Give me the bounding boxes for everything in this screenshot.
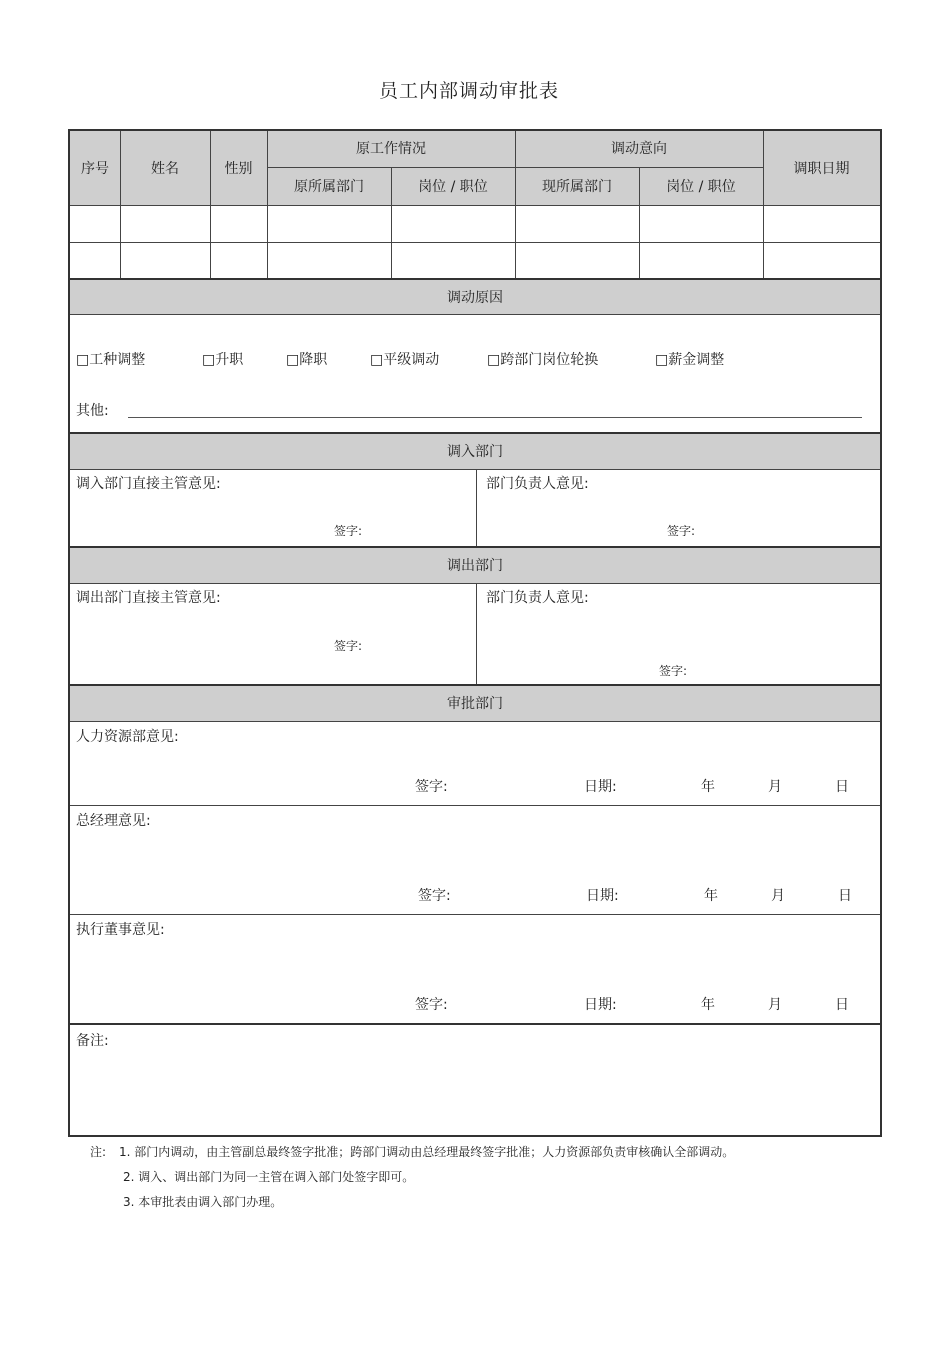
row-divider [70, 583, 880, 584]
note-item: 3. 本审批表由调入部门办理。 [123, 1195, 283, 1209]
header-seq: 序号 [81, 161, 109, 177]
year-label: 年 [701, 779, 715, 795]
row-divider [70, 314, 880, 315]
form-title: 员工内部调动审批表 [378, 80, 559, 102]
row-divider [70, 242, 880, 243]
reason-option[interactable]: □工种调整 [76, 352, 146, 368]
header-new-dept: 现所属部门 [542, 179, 612, 195]
reason-option[interactable]: □薪金调整 [655, 352, 725, 368]
day-label: 日 [835, 997, 849, 1013]
date-label: 日期: [584, 997, 617, 1013]
reason-other-line[interactable] [128, 417, 862, 418]
signature-label: 签字: [659, 664, 688, 678]
reason-option[interactable]: □升职 [202, 352, 244, 368]
remarks-label: 备注: [76, 1033, 109, 1049]
month-label: 月 [768, 997, 782, 1013]
transfer-in-title: 调入部门 [447, 444, 503, 460]
reason-option[interactable]: □降职 [286, 352, 328, 368]
signature-label: 签字: [418, 888, 451, 904]
header-original: 原工作情况 [356, 141, 426, 157]
row-divider [70, 914, 880, 915]
transfer-form [68, 129, 882, 1137]
gm-opinion-label: 总经理意见: [76, 813, 151, 829]
transfer-out-title: 调出部门 [447, 558, 503, 574]
note-item: 1. 部门内调动，由主管副总最终签字批准；跨部门调动由总经理最终签字批准；人力资源部负责审核确认全部调动。 [119, 1145, 735, 1159]
signature-label: 签字: [667, 524, 696, 538]
header-name: 姓名 [151, 161, 179, 177]
signature-label: 签字: [334, 639, 363, 653]
transfer-in-head-label: 部门负责人意见: [486, 476, 589, 492]
header-orig-post: 岗位 / 职位 [418, 179, 488, 195]
column-divider [476, 469, 477, 546]
column-divider [476, 583, 477, 684]
approval-title: 审批部门 [447, 696, 503, 712]
row-divider [70, 805, 880, 806]
transfer-out-head-label: 部门负责人意见: [486, 590, 589, 606]
header-gender: 性别 [224, 161, 253, 177]
header-orig-dept: 原所属部门 [294, 179, 364, 195]
reason-other-label: 其他: [76, 403, 109, 419]
month-label: 月 [768, 779, 782, 795]
day-label: 日 [835, 779, 849, 795]
header-intent: 调动意向 [611, 141, 667, 157]
note-item: 2. 调入、调出部门为同一主管在调入部门处签字即可。 [123, 1170, 415, 1184]
reason-title: 调动原因 [447, 289, 503, 306]
date-label: 日期: [584, 779, 617, 795]
notes-prefix: 注: [90, 1145, 107, 1159]
director-opinion-label: 执行董事意见: [76, 922, 165, 938]
hr-opinion-label: 人力资源部意见: [76, 729, 179, 745]
row-divider [70, 1023, 880, 1025]
reason-option[interactable]: □跨部门岗位轮换 [487, 352, 599, 368]
signature-label: 签字: [415, 997, 448, 1013]
year-label: 年 [704, 888, 718, 904]
signature-label: 签字: [334, 524, 363, 538]
row-divider [70, 721, 880, 722]
header-date: 调职日期 [793, 161, 850, 177]
transfer-out-supervisor-label: 调出部门直接主管意见: [76, 590, 221, 606]
day-label: 日 [838, 888, 852, 904]
year-label: 年 [701, 997, 715, 1013]
header-new-post: 岗位 / 职位 [666, 179, 736, 195]
date-label: 日期: [586, 888, 619, 904]
month-label: 月 [771, 888, 785, 904]
row-divider [70, 469, 880, 470]
reason-option[interactable]: □平级调动 [370, 352, 440, 368]
transfer-in-supervisor-label: 调入部门直接主管意见: [76, 476, 221, 492]
signature-label: 签字: [415, 779, 448, 795]
header-bottom-line [70, 205, 880, 206]
